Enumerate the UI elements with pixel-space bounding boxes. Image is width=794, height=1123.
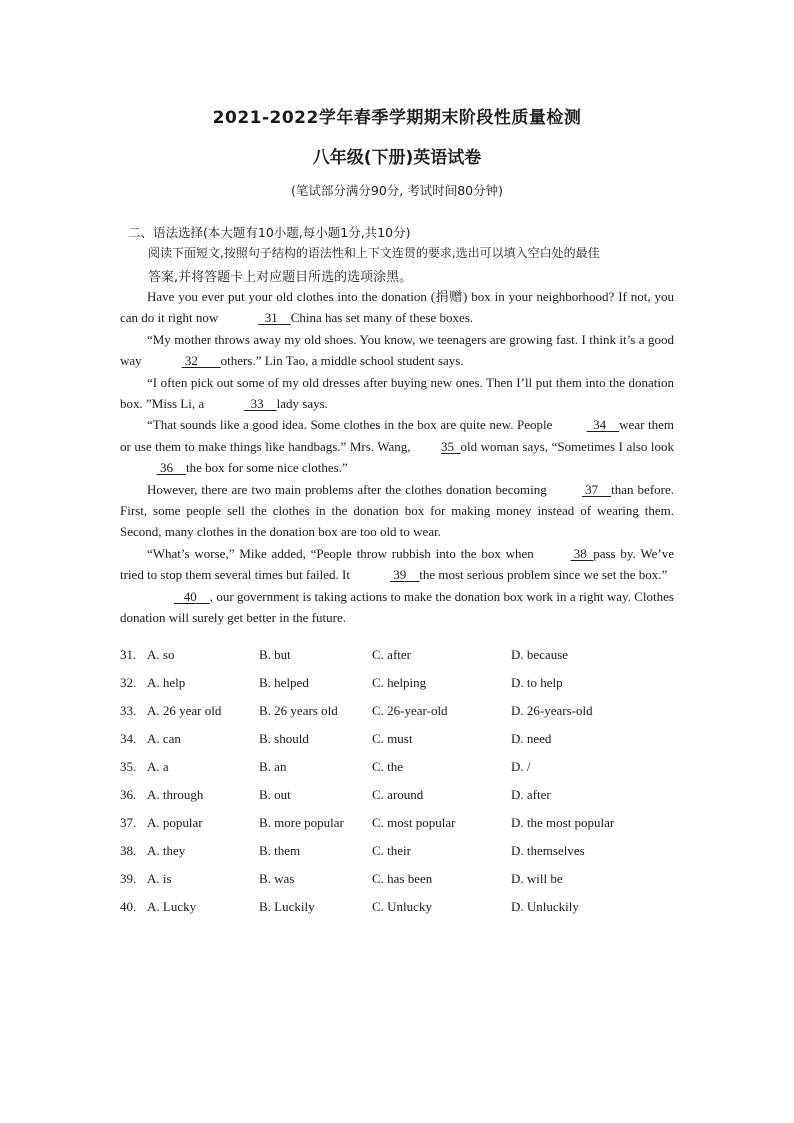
blank-37 <box>555 479 611 500</box>
option-row-31 <box>120 645 680 673</box>
option-b: B. should <box>259 731 309 746</box>
option-row-33 <box>120 701 680 729</box>
question-number: 32. <box>120 675 137 690</box>
option-a: A. a <box>147 759 169 774</box>
option-b: B. Luckily <box>259 899 315 914</box>
blank-number: 34 <box>593 417 607 433</box>
blank-number: 31 <box>264 310 278 326</box>
option-b: B. an <box>259 759 287 774</box>
option-a: A. is <box>147 871 172 886</box>
option-row-36 <box>120 785 680 813</box>
option-a: A. can <box>147 731 181 746</box>
exam-note: (笔试部分满分90分, 考试时间80分钟) <box>290 183 503 198</box>
exam-title: 2021-2022学年春季学期期末阶段性质量检测 <box>212 108 582 128</box>
option-c: C. has been <box>372 871 433 886</box>
option-a: A. through <box>147 787 204 802</box>
blank-31 <box>231 307 291 328</box>
passage-paragraph-5 <box>120 479 674 543</box>
option-c: C. their <box>372 843 411 858</box>
option-row-40 <box>120 897 680 925</box>
question-number: 34. <box>120 731 137 746</box>
passage-text: wear them or use them to make things like handbags.” Mrs. Wang, <box>120 417 675 454</box>
blank-34 <box>560 414 620 435</box>
option-c: C. Unlucky <box>372 899 432 914</box>
passage-text: , our government is taking actions to make the donation box work in a right way. Clothes donation will surely get better in the future. <box>120 588 674 626</box>
passage-text: China has set many of these boxes. <box>290 310 474 326</box>
blank-number: 36 <box>160 460 173 476</box>
option-b: B. helped <box>259 675 309 690</box>
passage-paragraph-6 <box>120 543 674 586</box>
option-a: A. popular <box>147 815 203 830</box>
blank-number: 33 <box>250 396 264 412</box>
question-number: 38. <box>120 843 137 858</box>
passage-text: pass by. We’ve tried to stop them several times but failed. It <box>120 545 674 583</box>
passage-text: others.” Lin Tao, a middle school student says. <box>220 353 464 369</box>
option-d: D. the most popular <box>511 815 615 830</box>
exam-subtitle: 八年级(下册)英语试卷 <box>312 148 482 168</box>
option-b: B. but <box>259 647 291 662</box>
blank-39 <box>363 564 419 585</box>
blank-40 <box>147 586 210 607</box>
option-row-34 <box>120 729 680 757</box>
option-a: A. help <box>147 675 186 690</box>
blank-35 <box>414 436 461 457</box>
passage-text: old woman says, “Sometimes I also look <box>460 438 675 454</box>
option-d: D. need <box>511 731 552 746</box>
passage-text: “I often pick out some of my old dresses after buying new ones. Then I’ll put them into the donation box. ”Miss Li, a <box>120 374 674 412</box>
blank-36 <box>130 457 186 478</box>
passage-text: the most serious problem since we set the box.” <box>419 567 668 583</box>
question-number: 37. <box>120 815 137 830</box>
blank-number: 35 <box>441 438 455 454</box>
option-d: D. will be <box>511 871 563 886</box>
passage-text: Have you ever put your old clothes into the donation (捐赠) box in your neighborhood? If not, you can do it right now <box>120 289 674 326</box>
blank-32 <box>155 350 221 371</box>
option-a: A. Lucky <box>147 899 197 914</box>
option-a: A. so <box>147 647 175 662</box>
blank-38 <box>543 543 593 564</box>
option-d: D. after <box>511 787 551 802</box>
blank-number: 32 <box>184 353 198 369</box>
passage-text: “That sounds like a good idea. Some clothes in the box are quite new. People <box>147 417 553 433</box>
option-b: B. 26 years old <box>259 703 338 718</box>
question-number: 35. <box>120 759 137 774</box>
question-number: 39. <box>120 871 137 886</box>
option-d: D. themselves <box>511 843 585 858</box>
option-a: A. they <box>147 843 186 858</box>
option-d: D. / <box>511 759 531 774</box>
option-c: C. must <box>372 731 413 746</box>
option-row-39 <box>120 869 680 897</box>
option-row-35 <box>120 757 680 785</box>
option-d: D. Unluckily <box>511 899 579 914</box>
option-row-32 <box>120 673 680 701</box>
section-heading: 二、语法选择(本大题有10小题,每小题1分,共10分) <box>128 225 411 240</box>
passage-paragraph-7 <box>120 586 674 629</box>
option-d: D. to help <box>511 675 563 690</box>
option-c: C. 26-year-old <box>372 703 448 718</box>
blank-33 <box>217 393 277 414</box>
passage-paragraph-2 <box>120 329 674 372</box>
option-row-37 <box>120 813 680 841</box>
option-row-38 <box>120 841 680 869</box>
option-a: A. 26 year old <box>147 703 222 718</box>
passage-text: “My mother throws away my old shoes. You know, we teenagers are growing fast. I think it’s a good way <box>120 331 674 369</box>
option-c: C. after <box>372 647 411 662</box>
blank-number: 38 <box>573 545 587 561</box>
passage-text: However, there are two main problems after the clothes donation becoming <box>147 481 547 497</box>
option-c: C. most popular <box>372 815 456 830</box>
option-b: B. more popular <box>259 815 344 830</box>
blank-number: 40 <box>183 588 197 604</box>
section-instruction-2: 答案,并将答题卡上对应题目所选的选项涂黑。 <box>148 270 413 285</box>
passage-text: lady says. <box>276 396 328 412</box>
passage-text: than before. First, some people sell the clothes in the donation box for making money instead of wearing them. Second, many clothes in the donation box are too old to wear. <box>120 481 674 540</box>
passage-paragraph-1 <box>120 286 674 329</box>
question-number: 31. <box>120 647 137 662</box>
question-number: 33. <box>120 703 137 718</box>
passage-paragraph-3 <box>120 372 674 415</box>
option-c: C. helping <box>372 675 427 690</box>
blank-number: 39 <box>393 567 407 583</box>
option-d: D. because <box>511 647 569 662</box>
question-number: 40. <box>120 899 137 914</box>
blank-number: 37 <box>585 481 599 497</box>
passage-paragraph-4 <box>120 414 674 478</box>
answer-options <box>120 645 680 925</box>
question-number: 36. <box>120 787 137 802</box>
passage-text: “What’s worse,” Mike added, “People throw rubbish into the box when <box>147 545 534 561</box>
passage-text: the box for some nice clothes.” <box>186 460 348 476</box>
option-c: C. the <box>372 759 404 774</box>
option-d: D. 26-years-old <box>511 703 593 718</box>
option-b: B. out <box>259 787 291 802</box>
option-c: C. around <box>372 787 424 802</box>
reading-passage <box>120 286 674 629</box>
section-instruction-1: 阅读下面短文,按照句子结构的语法性和上下文连贯的要求,选出可以填入空白处的最佳 <box>148 246 600 260</box>
option-b: B. them <box>259 843 301 858</box>
option-b: B. was <box>259 871 295 886</box>
